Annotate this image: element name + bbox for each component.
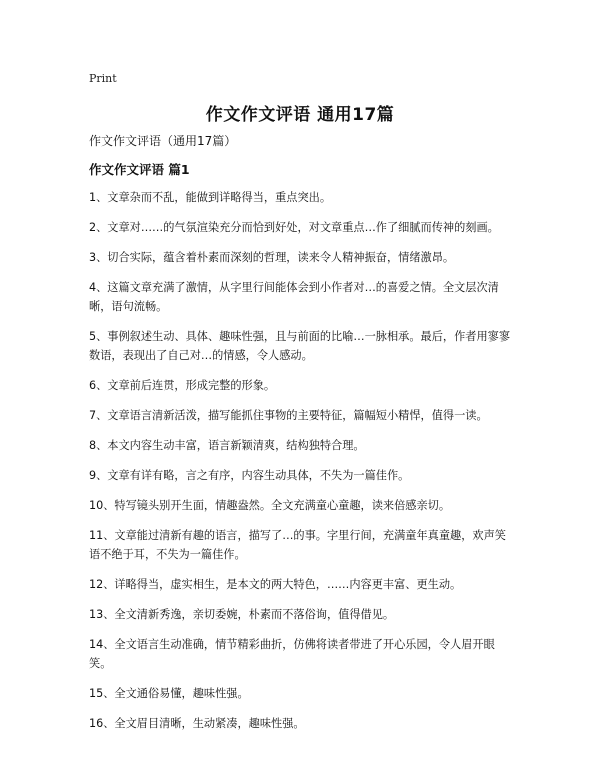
list-item: 11、文章能过清新有趣的语言，描写了…的事。字里行间，充满童年真童趣，欢声笑语不绝于耳，不失为一篇佳作。 xyxy=(89,529,506,561)
list-item: 4、这篇文章充满了激情，从字里行间能体会到小作者对…的喜爱之情。全文层次清晰，语句流畅。 xyxy=(89,281,499,313)
list-item: 14、全文语言生动准确，情节精彩曲折，仿佛将读者带进了开心乐园，令人眉开眼笑。 xyxy=(89,638,495,670)
list-item: 13、全文清新秀逸，亲切委婉，朴素而不落俗询，值得借见。 xyxy=(89,608,395,621)
list-item: 2、文章对……的气氛渲染充分而恰到好处，对文章重点…作了细腻而传神的刻画。 xyxy=(89,221,499,234)
page-title: 作文作文评语 通用17篇 xyxy=(205,105,395,125)
list-item: 1、文章杂而不乱，能做到详略得当，重点突出。 xyxy=(89,191,332,204)
print-label: Print xyxy=(89,72,117,85)
list-item: 15、全文通俗易懂，趣味性强。 xyxy=(89,687,249,700)
subtitle: 作文作文评语（通用17篇） xyxy=(89,134,237,148)
list-item: 6、文章前后连贯，形成完整的形象。 xyxy=(89,379,276,392)
section-heading: 作文作文评语 篇1 xyxy=(89,162,190,177)
list-item: 8、本文内容生动丰富，语言新颖清爽，结构独特合理。 xyxy=(89,439,365,452)
list-item: 7、文章语言清新活泼，描写能抓住事物的主要特征，篇幅短小精悍，值得一读。 xyxy=(89,409,488,422)
comment-list xyxy=(89,188,514,744)
list-item: 10、特写镜头别开生面，情趣盎然。全文充满童心童趣，读来倍感亲切。 xyxy=(89,499,451,512)
list-item: 12、详略得当，虚实相生，是本文的两大特色，……内容更丰富、更生动。 xyxy=(89,578,462,591)
list-item: 3、切合实际，蕴含着朴素而深刻的哲理，读来令人精神振奋，情绪激昂。 xyxy=(89,251,455,264)
list-item: 5、事例叙述生动、具体、趣味性强，且与前面的比喻…一脉相承。最后，作者用寥寥数语，表现出了自己对…的情感，令人感动。 xyxy=(89,330,511,362)
list-item: 9、文章有详有略，言之有序，内容生动具体，不失为一篇佳作。 xyxy=(89,469,410,482)
list-item: 16、全文眉目清晰，生动紧凑，趣味性强。 xyxy=(89,717,305,730)
